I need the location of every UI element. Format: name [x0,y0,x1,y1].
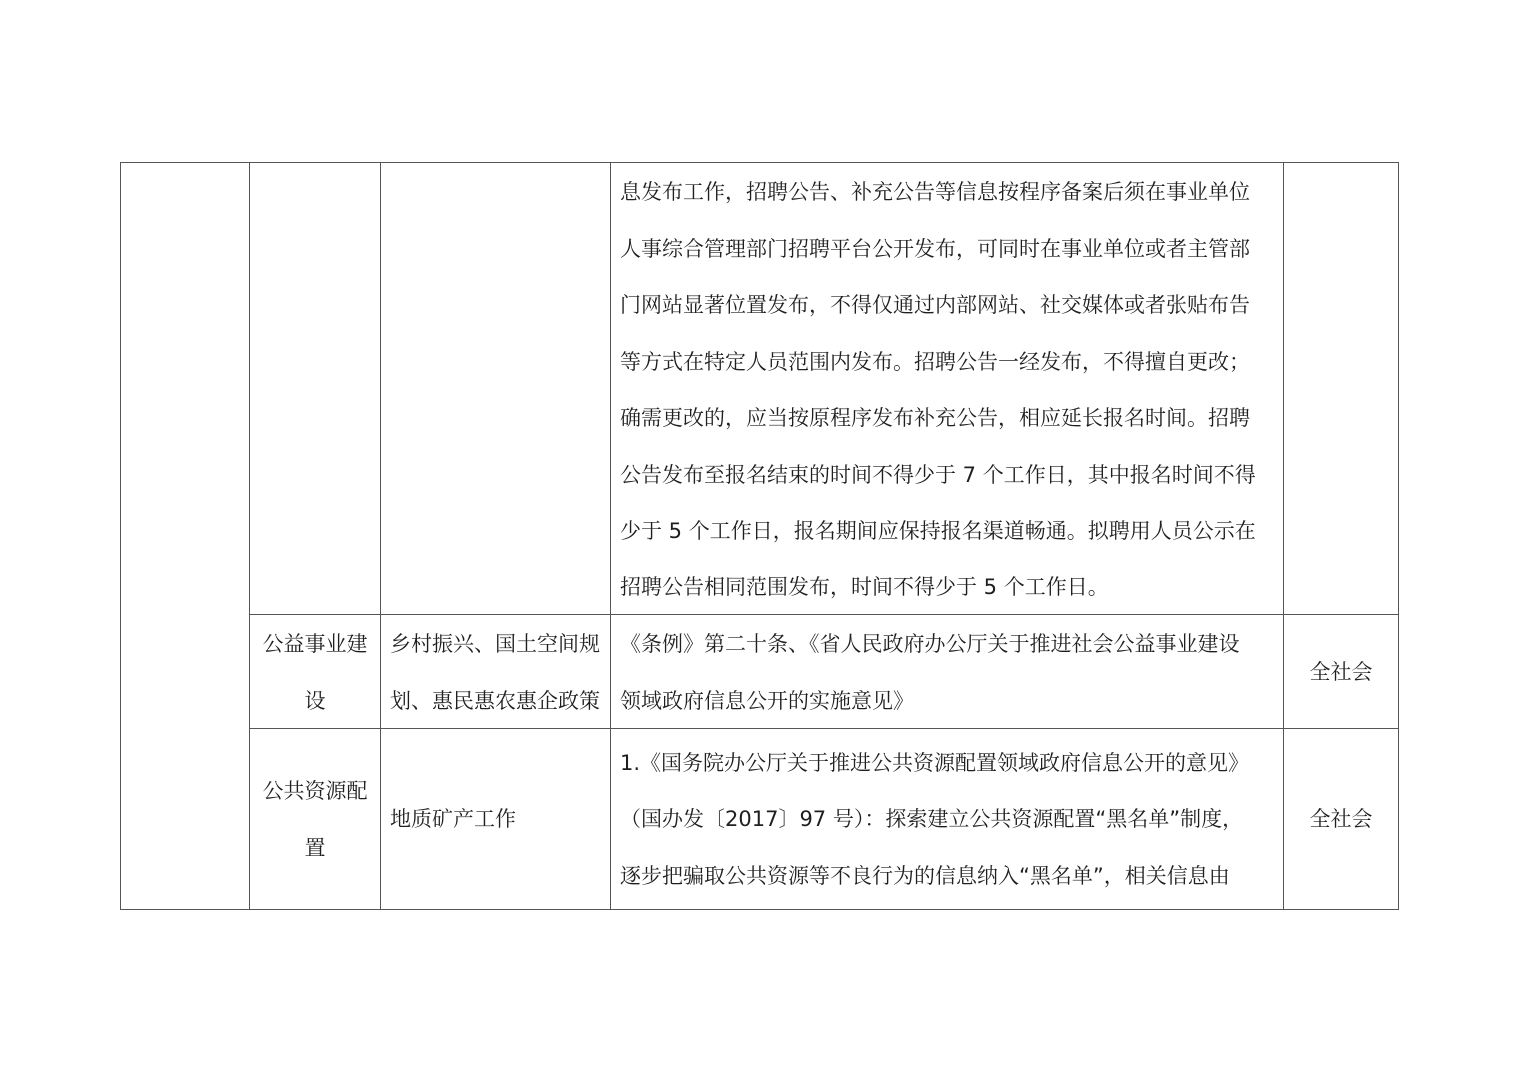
basis-line: 招聘公告相同范围发布，时间不得少于 5 个工作日。 [620,575,1109,599]
basis-line: 确需更改的，应当按原程序发布补充公告，相应延长报名时间。招聘 [620,406,1250,430]
basis-line: 领域政府信息公开的实施意见》 [620,689,914,713]
category-label: 设 [304,689,326,713]
basis-line: 息发布工作，招聘公告、补充公告等信息按程序备案后须在事业单位 [620,180,1250,204]
basis-line: （国办发〔2017〕97 号）：探索建立公共资源配置“黑名单”制度， [620,807,1244,831]
scope-label: 全社会 [1309,807,1373,831]
scope-label: 全社会 [1309,660,1373,684]
basis-line: 逐步把骗取公共资源等不良行为的信息纳入“黑名单”，相关信息由 [620,864,1230,888]
basis-line: 门网站显著位置发布，不得仅通过内部网站、社交媒体或者张贴布告 [620,293,1250,317]
content-label: 地质矿产工作 [390,807,516,831]
basis-line: 1.《国务院办公厅关于推进公共资源配置领域政府信息公开的意见》 [620,751,1250,775]
basis-line: 《条例》第二十条、《省人民政府办公厅关于推进社会公益事业建设 [620,632,1240,656]
basis-line: 等方式在特定人员范围内发布。招聘公告一经发布，不得擅自更改； [620,350,1250,374]
table-col1-merged-cell [120,162,250,910]
content-label: 乡村振兴、国土空间规 [390,632,600,656]
table-row1-scope-cell [1283,162,1399,615]
content-label: 划、惠民惠农惠企政策 [390,689,600,713]
category-label: 置 [304,836,326,860]
category-label: 公益事业建 [262,632,368,656]
table-row1-content-cell [380,162,611,615]
table-row1-category-cell [249,162,381,615]
basis-line: 公告发布至报名结束的时间不得少于 7 个工作日，其中报名时间不得 [620,463,1256,487]
basis-line: 少于 5 个工作日，报名期间应保持报名渠道畅通。拟聘用人员公示在 [620,519,1256,543]
basis-line: 人事综合管理部门招聘平台公开发布，可同时在事业单位或者主管部 [620,237,1250,261]
category-label: 公共资源配 [262,779,368,803]
